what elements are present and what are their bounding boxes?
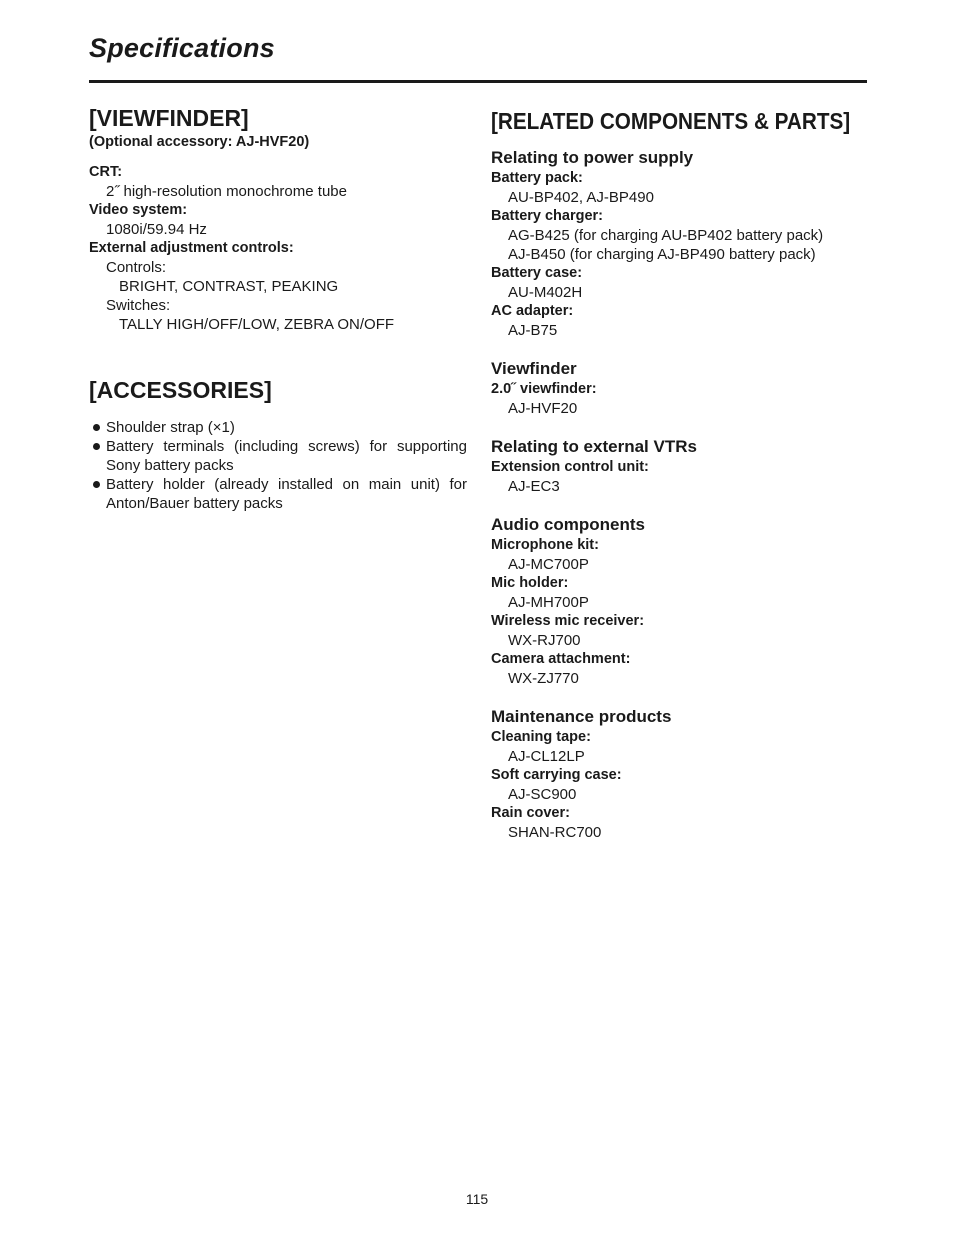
camera-attachment-label: Camera attachment: <box>491 651 631 667</box>
bullet-icon <box>93 481 100 488</box>
title-rule <box>89 80 867 83</box>
battery-charger-label: Battery charger: <box>491 208 604 224</box>
ac-adapter-value: AJ-B75 <box>508 322 558 339</box>
switches-value: TALLY HIGH/OFF/LOW, ZEBRA ON/OFF <box>119 316 395 333</box>
microphone-kit-value: AJ-MC700P <box>508 556 589 573</box>
ac-adapter-label: AC adapter: <box>491 303 574 319</box>
page-title: Specifications <box>89 33 275 63</box>
wireless-receiver-label: Wireless mic receiver: <box>491 613 645 629</box>
controls-label: Controls: <box>106 259 167 276</box>
bullet-icon <box>93 424 100 431</box>
viewfinder-value: AJ-HVF20 <box>508 400 578 417</box>
mic-holder-value: AJ-MH700P <box>508 594 589 611</box>
wireless-receiver-value: WX-RJ700 <box>508 632 581 649</box>
cleaning-tape-label: Cleaning tape: <box>491 729 591 745</box>
battery-pack-value: AU-BP402, AJ-BP490 <box>508 189 654 206</box>
rain-cover-value: SHAN-RC700 <box>508 824 602 841</box>
mic-holder-label: Mic holder: <box>491 575 569 591</box>
switches-label: Switches: <box>106 297 171 314</box>
controls-value: BRIGHT, CONTRAST, PEAKING <box>119 278 339 295</box>
external-vtr-heading: Relating to external VTRs <box>491 437 697 456</box>
accessories-list <box>89 418 467 513</box>
camera-attachment-value: WX-ZJ770 <box>508 670 579 687</box>
list-item: Battery terminals (including screws) for supporting Sony battery packs <box>89 437 467 475</box>
rain-cover-label: Rain cover: <box>491 805 570 821</box>
accessories-heading: [ACCESSORIES] <box>89 377 272 403</box>
microphone-kit-label: Microphone kit: <box>491 537 599 553</box>
soft-case-label: Soft carrying case: <box>491 767 622 783</box>
extension-control-label: Extension control unit: <box>491 459 649 475</box>
list-item: Battery holder (already installed on main unit) for Anton/Bauer battery packs <box>89 475 467 513</box>
maintenance-heading: Maintenance products <box>491 707 672 726</box>
cleaning-tape-value: AJ-CL12LP <box>508 748 585 765</box>
related-heading: [RELATED COMPONENTS & PARTS] <box>491 108 851 134</box>
viewfinder-note: (Optional accessory: AJ-HVF20) <box>89 134 310 150</box>
crt-label: CRT: <box>89 164 123 180</box>
bullet-icon <box>93 443 100 450</box>
viewfinder-group-heading: Viewfinder <box>491 359 577 378</box>
video-system-label: Video system: <box>89 202 188 218</box>
battery-pack-label: Battery pack: <box>491 170 583 186</box>
battery-charger-value-1: AG-B425 (for charging AU-BP402 battery pack) <box>508 227 824 244</box>
battery-case-label: Battery case: <box>491 265 583 281</box>
list-item: Shoulder strap (×1) <box>89 418 467 437</box>
external-controls-label: External adjustment controls: <box>89 240 294 256</box>
left-column <box>89 104 467 513</box>
power-supply-heading: Relating to power supply <box>491 148 694 167</box>
audio-components-heading: Audio components <box>491 515 645 534</box>
battery-charger-value-2: AJ-B450 (for charging AJ-BP490 battery pack) <box>508 246 816 263</box>
crt-value: 2˝ high-resolution monochrome tube <box>106 183 347 200</box>
right-column <box>491 107 867 842</box>
extension-control-value: AJ-EC3 <box>508 478 560 495</box>
viewfinder-heading: [VIEWFINDER] <box>89 105 249 131</box>
soft-case-value: AJ-SC900 <box>508 786 577 803</box>
battery-case-value: AU-M402H <box>508 284 583 301</box>
viewfinder-label: 2.0˝ viewfinder: <box>491 381 597 397</box>
page-number: 115 <box>465 1191 489 1207</box>
video-system-value: 1080i/59.94 Hz <box>106 221 207 238</box>
